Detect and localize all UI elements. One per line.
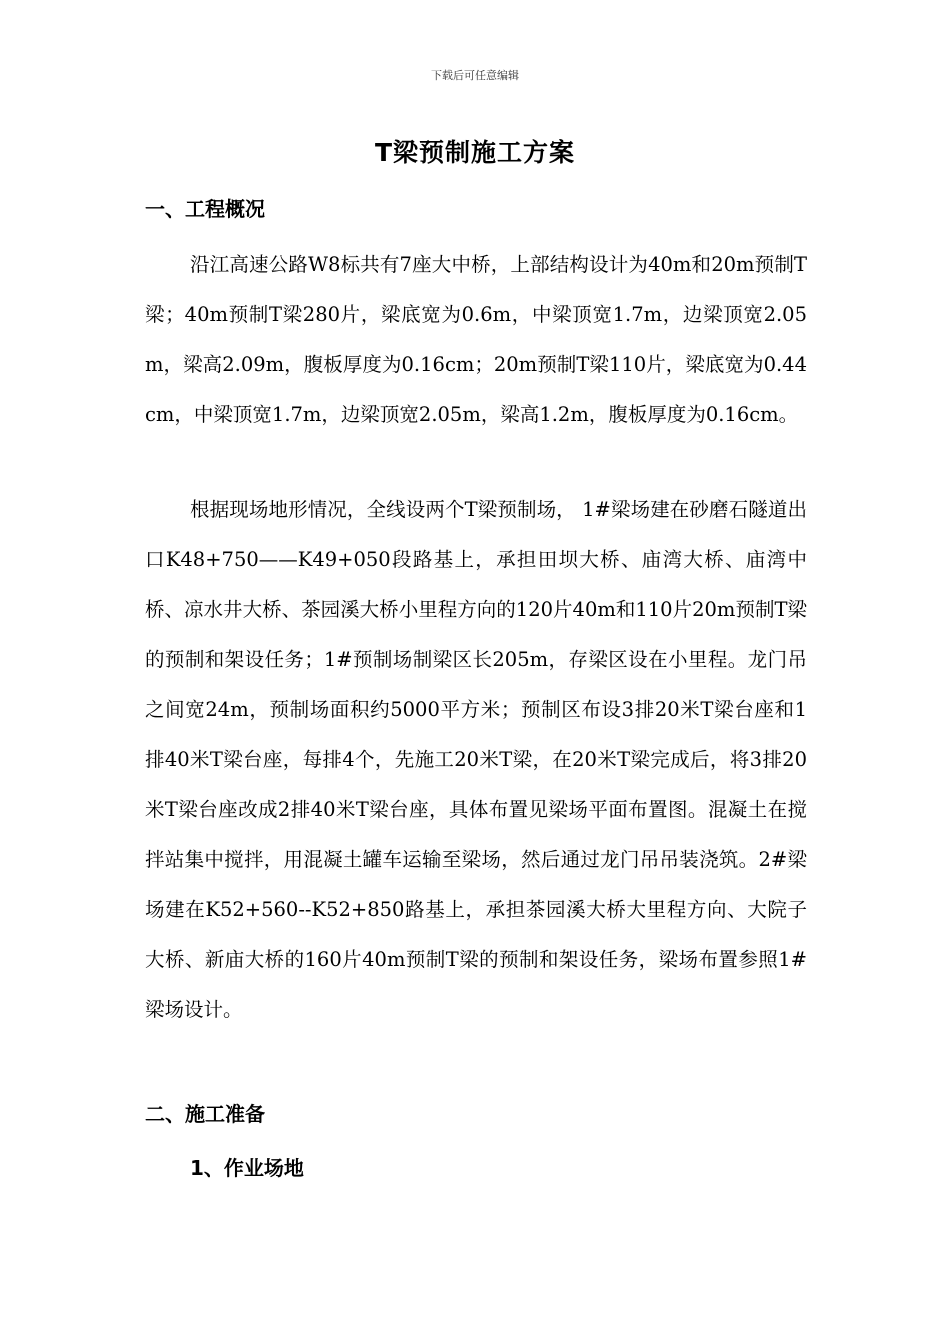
section-heading-overview: 一、工程概况 (145, 197, 265, 221)
header-note: 下载后可任意编辑 (431, 69, 519, 82)
section-heading-preparation: 二、施工准备 (145, 1102, 265, 1126)
document-title: T梁预制施工方案 (374, 138, 576, 167)
paragraph-site-layout: 根据现场地形情况，全线设两个T梁预制场， 1#梁场建在砂磨石隧道出口K48+750——K49+050段路基上，承担田坝大桥、庙湾大桥、庙湾中桥、凉水井大桥、茶园溪大桥小里程方向的120片40m和110片20m预制T梁的预制和架设任务；1#预制场制梁区长205m，存梁区设在小里程。龙门吊之间宽24m，预制场面积约5000平方米；预制区布设3排20米T梁台座和1排40米T梁台座，每排4个，先施工20米T梁，在20米T梁完成后，将3排20米T梁台座改成2排40米T梁台座，具体布置见梁场平面布置图。混凝土在搅拌站集中搅拌，用混凝土罐车运输至梁场，然后通过龙门吊吊装浇筑。2#梁场建在K52+560--K52+850路基上，承担茶园溪大桥大里程方向、大院子大桥、新庙大桥的160片40m预制T梁的预制和架设任务，梁场布置参照1#梁场设计。 (145, 498, 807, 1021)
subheading-work-site: 1、作业场地 (190, 1156, 304, 1180)
paragraph-project-overview: 沿江高速公路W8标共有7座大中桥，上部结构设计为40m和20m预制T梁；40m预制T梁280片，梁底宽为0.6m，中梁顶宽1.7m，边梁顶宽2.05m，梁高2.09m，腹板厚度为0.16cm；20m预制T梁110片，梁底宽为0.44cm，中梁顶宽1.7m，边梁顶宽2.05m，梁高1.2m，腹板厚度为0.16cm。 (145, 253, 807, 426)
